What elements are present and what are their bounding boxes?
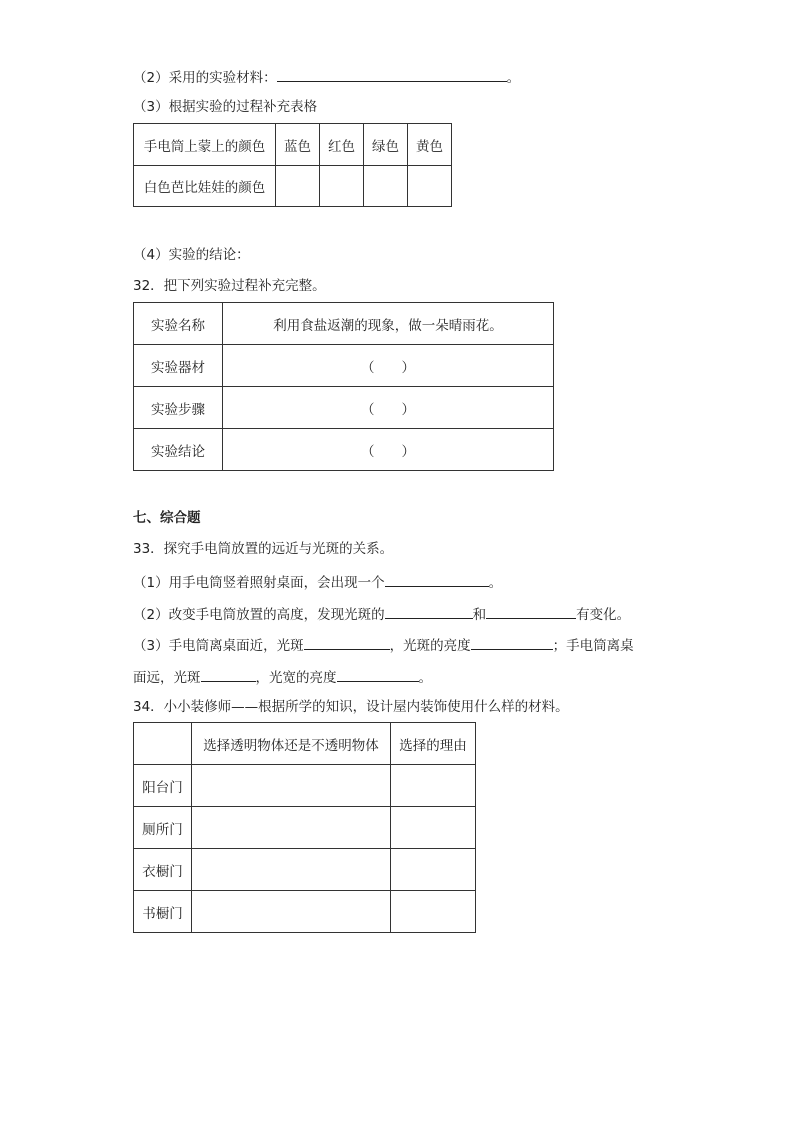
- q31-answer-cell-blue[interactable]: [276, 166, 320, 207]
- q33-part3-text-e: ，光宽的亮度: [255, 670, 337, 686]
- q32-row-label: 实验器材: [134, 345, 223, 387]
- q32-row-label: 实验结论: [134, 429, 223, 471]
- q34-choice-cell[interactable]: [192, 849, 391, 891]
- q33-part3-cont-line: [133, 666, 432, 688]
- q33-part3-blank-1[interactable]: [304, 634, 390, 650]
- q32-answer-cell[interactable]: （ ）: [223, 345, 554, 387]
- q33-part3-blank-4[interactable]: [337, 666, 419, 682]
- q34-row-label: 衣橱门: [134, 849, 192, 891]
- section-heading: [133, 508, 201, 528]
- q33-part3-text-c: ；手电筒离桌: [552, 638, 634, 654]
- q31-part2-line: [133, 66, 520, 88]
- q31-answer-cell-red[interactable]: [320, 166, 364, 207]
- q34-header-corner: [134, 723, 192, 765]
- q31-answer-cell-yellow[interactable]: [408, 166, 452, 207]
- q33-part3-text-d: 面远，光斑: [133, 670, 201, 686]
- q31-row-label: 白色芭比娃娃的颜色: [134, 166, 276, 207]
- q31-materials-blank[interactable]: [277, 66, 507, 82]
- q33-part3-text-a: （3）手电筒离桌面近，光斑: [133, 638, 304, 654]
- q32-table: [133, 302, 554, 471]
- q32-title-line: [133, 276, 326, 296]
- q32-row-label: 实验步骤: [134, 387, 223, 429]
- q34-title-line: [133, 697, 569, 717]
- q34-reason-cell[interactable]: [391, 891, 476, 933]
- q31-part4-label: （4）实验的结论：: [133, 247, 250, 263]
- q34-reason-cell[interactable]: [391, 807, 476, 849]
- q33-part1-line: [133, 571, 502, 593]
- q33-part1-text: （1）用手电筒竖着照射桌面，会出现一个: [133, 575, 385, 591]
- q31-header-yellow: 黄色: [408, 124, 452, 166]
- q32-title: 32．把下列实验过程补充完整。: [133, 278, 326, 294]
- q33-part3-line: [133, 634, 634, 656]
- q33-part2-line: [133, 603, 630, 625]
- q32-row-value: 利用食盐返潮的现象，做一朵晴雨花。: [223, 303, 554, 345]
- q33-title: 33．探究手电筒放置的远近与光斑的关系。: [133, 541, 394, 557]
- q34-choice-cell[interactable]: [192, 891, 391, 933]
- q34-choice-cell[interactable]: [192, 765, 391, 807]
- q34-row-label: 阳台门: [134, 765, 192, 807]
- q34-header-choice: 选择透明物体还是不透明物体: [192, 723, 391, 765]
- q31-part3-label: （3）根据实验的过程补充表格: [133, 99, 318, 115]
- q33-part3-end: 。: [418, 670, 432, 686]
- q33-part3-blank-3[interactable]: [201, 666, 256, 682]
- q31-part2-label: （2）采用的实验材料：: [133, 70, 277, 86]
- q33-part2-blank-2[interactable]: [486, 603, 576, 619]
- q33-part3-blank-2[interactable]: [471, 634, 553, 650]
- q33-part2-and: 和: [472, 607, 487, 623]
- q33-title-line: [133, 539, 393, 559]
- q34-reason-cell[interactable]: [391, 765, 476, 807]
- q31-part2-end: 。: [506, 70, 521, 86]
- q34-title: 34．小小装修师——根据所学的知识，设计屋内装饰使用什么样的材料。: [133, 699, 569, 715]
- q34-table: [133, 722, 476, 933]
- q31-color-table: [133, 123, 452, 207]
- q34-row-label: 书橱门: [134, 891, 192, 933]
- q31-header-red: 红色: [320, 124, 364, 166]
- q31-header-green: 绿色: [364, 124, 408, 166]
- q32-row-label: 实验名称: [134, 303, 223, 345]
- q34-row-label: 厕所门: [134, 807, 192, 849]
- q33-part2-blank-1[interactable]: [385, 603, 473, 619]
- section-heading-text: 七、综合题: [133, 510, 201, 526]
- q31-answer-cell-green[interactable]: [364, 166, 408, 207]
- q33-part1-end: 。: [488, 575, 503, 591]
- q33-part2-end: 有变化。: [576, 607, 631, 623]
- q34-header-reason: 选择的理由: [391, 723, 476, 765]
- q34-reason-cell[interactable]: [391, 849, 476, 891]
- q33-part2-text: （2）改变手电筒放置的高度，发现光斑的: [133, 607, 385, 623]
- q33-part1-blank[interactable]: [385, 571, 489, 587]
- q31-header-blue: 蓝色: [276, 124, 320, 166]
- q31-part3-line: [133, 97, 317, 117]
- q32-answer-cell[interactable]: （ ）: [223, 429, 554, 471]
- q32-answer-cell[interactable]: （ ）: [223, 387, 554, 429]
- q31-part4-line: [133, 245, 250, 265]
- q33-part3-text-b: ，光斑的亮度: [389, 638, 471, 654]
- q31-header-label: 手电筒上蒙上的颜色: [134, 124, 276, 166]
- q34-choice-cell[interactable]: [192, 807, 391, 849]
